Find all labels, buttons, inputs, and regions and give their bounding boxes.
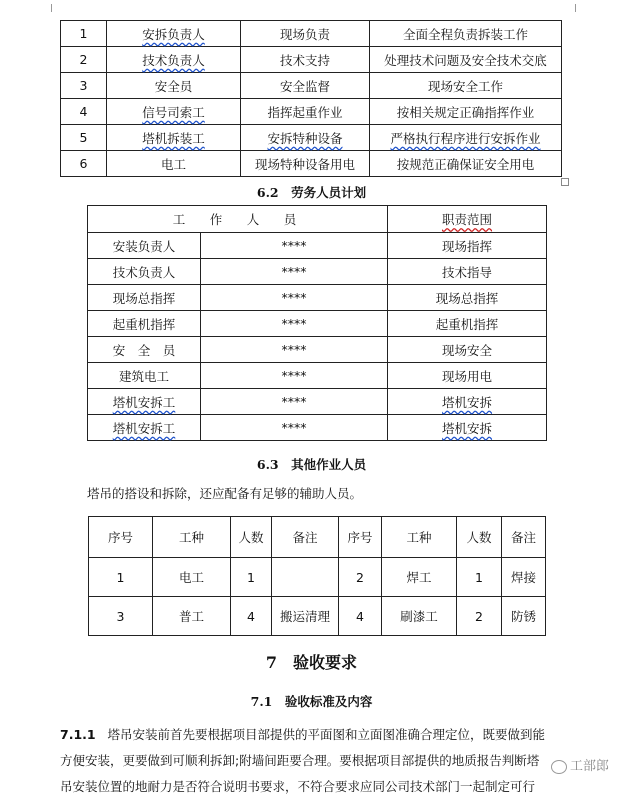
table-cell (272, 558, 339, 597)
table-row (88, 259, 547, 285)
column-header: 人数 (457, 517, 502, 558)
table-cell: 普工 (153, 597, 231, 636)
column-header: 序号 (339, 517, 382, 558)
role-cell: 建筑电工 (88, 363, 201, 389)
role-cell: 安全员 (107, 73, 241, 99)
table-row (88, 363, 547, 389)
section-6-3-title: 6.3 其他作业人员 (256, 457, 367, 472)
page-corner-mark (43, 4, 52, 12)
desc-cell: 处理技术问题及安全技术交底 (370, 47, 562, 73)
role-cell (107, 99, 241, 125)
role-cell (107, 47, 241, 73)
table-row (61, 125, 562, 151)
row-number: 3 (61, 73, 107, 99)
wechat-icon (551, 760, 567, 774)
table-row (89, 558, 546, 597)
row-number: 6 (61, 151, 107, 177)
table-cell: 电工 (153, 558, 231, 597)
table-row (61, 151, 562, 177)
page-corner-mark (575, 4, 584, 12)
table-cell: 1 (457, 558, 502, 597)
table-row (88, 415, 547, 441)
responsibility-table (60, 20, 562, 177)
scope-cell: 现场总指挥 (388, 285, 547, 311)
paragraph-number: 7.1.1 (60, 727, 96, 742)
name-cell: **** (201, 337, 388, 363)
role-cell: 起重机指挥 (88, 311, 201, 337)
name-cell: **** (201, 415, 388, 441)
duty-cell: 技术支持 (241, 47, 370, 73)
role-cell-text: 技术负责人 (142, 52, 205, 68)
scope-cell: 现场用电 (388, 363, 547, 389)
header-personnel: 工 作 人 员 (88, 206, 388, 233)
role-cell: 安 全 员 (88, 337, 201, 363)
table-cell: 4 (231, 597, 272, 636)
table-row (88, 285, 547, 311)
table-row (88, 311, 547, 337)
table-cell: 1 (231, 558, 272, 597)
section-6-2-title: 6.2 劳务人员计划 (256, 185, 367, 200)
role-cell-text: 塔机安拆工 (112, 420, 176, 436)
section-7-title: 7 验收要求 (265, 653, 358, 672)
row-number: 4 (61, 99, 107, 125)
scope-cell (388, 415, 547, 441)
scope-cell: 起重机指挥 (388, 311, 547, 337)
row-number: 2 (61, 47, 107, 73)
desc-cell: 现场安全工作 (370, 73, 562, 99)
desc-cell: 按相关规定正确指挥作业 (370, 99, 562, 125)
table-row (89, 597, 546, 636)
column-header: 工种 (382, 517, 457, 558)
desc-cell: 按规范正确保证安全用电 (370, 151, 562, 177)
role-cell-text: 塔机安拆工 (112, 394, 176, 410)
table-row (61, 21, 562, 47)
watermark-text: 工部郎 (569, 759, 609, 774)
name-cell: **** (201, 389, 388, 415)
table-cell: 1 (89, 558, 153, 597)
table-row (61, 73, 562, 99)
role-cell: 电工 (107, 151, 241, 177)
other-workers-table (88, 516, 546, 636)
column-header: 工种 (153, 517, 231, 558)
table-cell: 4 (339, 597, 382, 636)
table-cell: 2 (339, 558, 382, 597)
scope-cell: 现场安全 (388, 337, 547, 363)
table-cell: 焊工 (382, 558, 457, 597)
table-cell: 焊接 (502, 558, 546, 597)
row-number: 1 (61, 21, 107, 47)
duty-cell: 现场负责 (241, 21, 370, 47)
table-row (88, 233, 547, 259)
column-header: 备注 (272, 517, 339, 558)
section-7-1-title: 7.1 验收标准及内容 (250, 694, 373, 709)
column-header: 备注 (502, 517, 546, 558)
role-cell (88, 389, 201, 415)
scope-cell: 现场指挥 (388, 233, 547, 259)
desc-cell (370, 125, 562, 151)
name-cell: **** (201, 259, 388, 285)
duty-cell (241, 125, 370, 151)
column-header: 序号 (89, 517, 153, 558)
table-cell: 搬运清理 (272, 597, 339, 636)
watermark (551, 755, 609, 774)
header-duty (388, 206, 547, 233)
paragraph-line-1: 塔吊安装前首先要根据项目部提供的平面图和立面图准确合理定位，既要做到能 (107, 727, 546, 742)
labor-plan-table (87, 205, 547, 441)
role-cell: 安装负责人 (88, 233, 201, 259)
column-header: 人数 (231, 517, 272, 558)
duty-cell: 指挥起重作业 (241, 99, 370, 125)
role-cell-text: 安拆负责人 (142, 26, 205, 42)
scope-cell-text: 塔机安拆 (442, 394, 493, 410)
paragraph-line-3: 吊安装位置的地耐力是否符合说明书要求，不符合要求应同公司技术部门一起制定可行 (60, 779, 536, 794)
name-cell: **** (201, 363, 388, 389)
desc-cell-text: 严格执行程序进行安拆作业 (390, 130, 541, 146)
duty-cell: 现场特种设备用电 (241, 151, 370, 177)
duty-cell-text: 安拆特种设备 (267, 130, 343, 146)
name-cell: **** (201, 285, 388, 311)
role-cell (107, 125, 241, 151)
table-row (88, 337, 547, 363)
table-cell: 刷漆工 (382, 597, 457, 636)
scope-cell-text: 塔机安拆 (442, 420, 493, 436)
table-row (88, 389, 547, 415)
table-row (61, 99, 562, 125)
role-cell: 现场总指挥 (88, 285, 201, 311)
section-6-3-text: 塔吊的搭设和拆除，还应配备有足够的辅助人员。 (87, 486, 363, 501)
desc-cell: 全面全程负责拆装工作 (370, 21, 562, 47)
duty-cell: 安全监督 (241, 73, 370, 99)
role-cell (107, 21, 241, 47)
role-cell: 技术负责人 (88, 259, 201, 285)
role-cell (88, 415, 201, 441)
row-number: 5 (61, 125, 107, 151)
role-cell-text: 塔机拆装工 (142, 130, 205, 146)
paragraph-line-2: 方便安装，更要做到可顺利拆卸;附墙间距要合理。要根据项目部提供的地质报告判断塔 (60, 753, 540, 768)
scope-cell (388, 389, 547, 415)
role-cell-text: 信号司索工 (142, 104, 205, 120)
table-row (61, 47, 562, 73)
header-duty-text: 职责范围 (442, 212, 493, 227)
name-cell: **** (201, 233, 388, 259)
paragraph-7-1-1 (60, 722, 605, 800)
table-cell: 防锈 (502, 597, 546, 636)
table-cell: 2 (457, 597, 502, 636)
table-cell: 3 (89, 597, 153, 636)
name-cell: **** (201, 311, 388, 337)
scope-cell: 技术指导 (388, 259, 547, 285)
